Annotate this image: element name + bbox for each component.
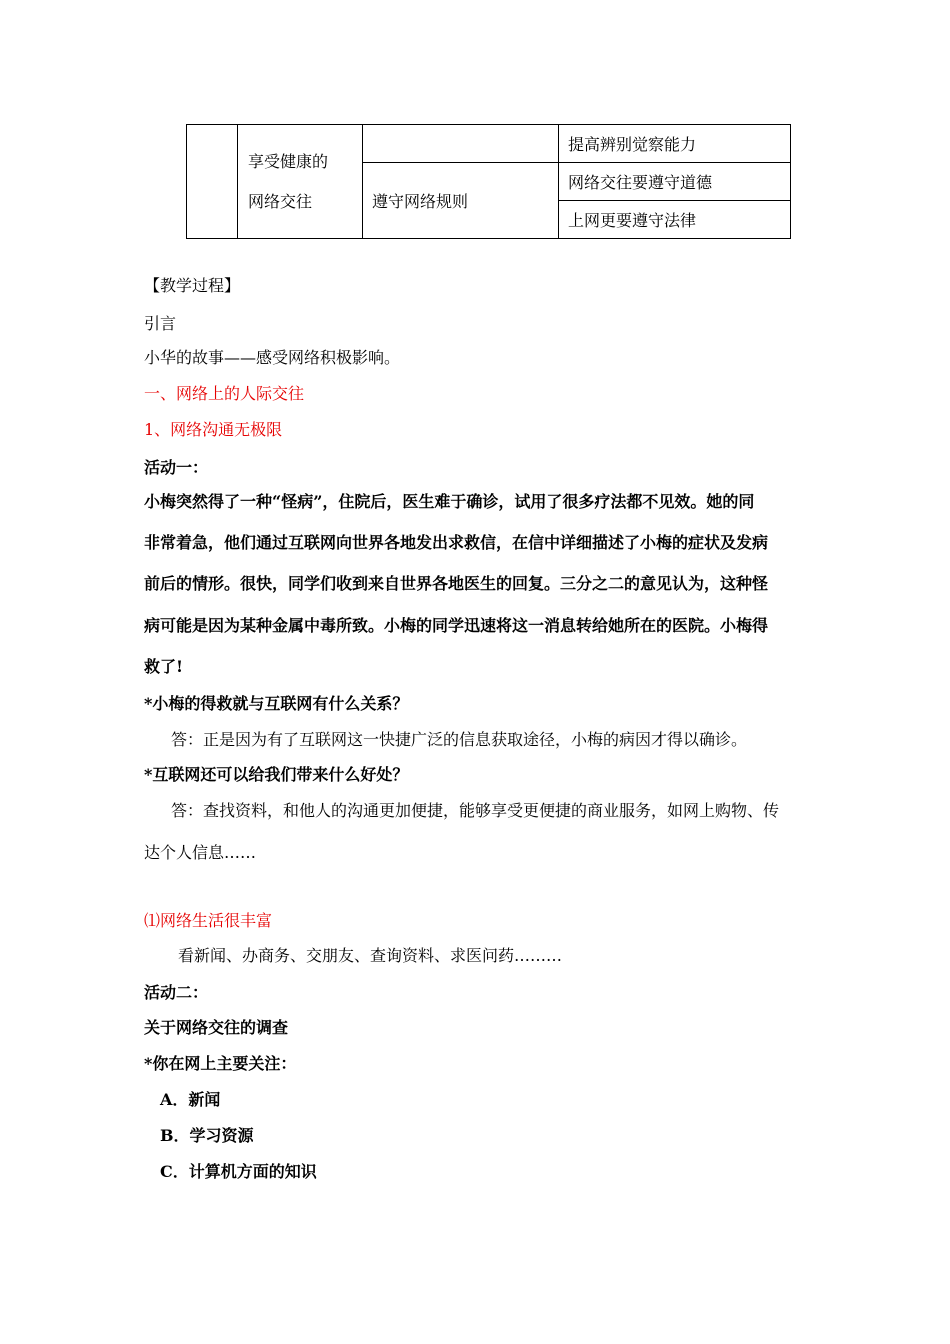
activity1-paragraph-line: 非常着急，他们通过互联网向世界各地发出求救信，在信中详细描述了小梅的症状及发病 <box>144 533 769 552</box>
activity1-paragraph-line: 小梅突然得了一种“怪病”，住院后，医生难于确诊，试用了很多疗法都不见效。她的同 <box>144 492 755 511</box>
point-heading: ⑴网络生活很丰富 <box>144 911 273 930</box>
answer-1: 答：正是因为有了互联网这一快捷广泛的信息获取途径，小梅的病因才得以确诊。 <box>171 730 748 749</box>
activity1-paragraph-line: 救了! <box>144 657 184 676</box>
survey-question: *你在网上主要关注： <box>144 1054 297 1073</box>
table-blank-cell <box>187 125 238 239</box>
table-item-cell: 提高辨别觉察能力 <box>559 125 791 163</box>
question-2: *互联网还可以给我们带来什么好处？ <box>144 765 409 784</box>
story-line: 小华的故事——感受网络积极影响。 <box>144 348 401 367</box>
outline-table <box>186 124 791 239</box>
table-topic-line: 享受健康的 <box>248 151 329 171</box>
answer-2-line: 达个人信息…… <box>144 843 257 862</box>
process-heading: 【教学过程】 <box>144 276 241 295</box>
activity1-paragraph-line: 前后的情形。很快，同学们收到来自世界各地医生的回复。三分之二的意见认为，这种怪 <box>144 574 769 593</box>
table-topic-line: 网络交往 <box>248 191 313 211</box>
survey-option: A．新闻 <box>160 1090 221 1109</box>
intro-label: 引言 <box>144 314 177 333</box>
survey-option: B．学习资源 <box>160 1126 254 1145</box>
survey-title: 关于网络交往的调查 <box>144 1018 289 1037</box>
subsection-heading: 1、网络沟通无极限 <box>144 420 283 439</box>
table-item-cell: 网络交往要遵守道德 <box>559 163 791 201</box>
activity2-label: 活动二： <box>144 983 209 1002</box>
point-text: 看新闻、办商务、交朋友、查询资料、求医问药……… <box>178 946 563 965</box>
activity1-label: 活动一： <box>144 458 209 477</box>
table-item-cell: 上网更要遵守法律 <box>559 201 791 239</box>
answer-2-line: 答：查找资料，和他人的沟通更加便捷，能够享受更便捷的商业服务，如网上购物、传 <box>171 801 780 820</box>
table-empty-cell <box>363 125 559 163</box>
section-heading: 一、网络上的人际交往 <box>144 384 305 403</box>
question-1: *小梅的得救就与互联网有什么关系？ <box>144 694 409 713</box>
table-topic-cell <box>238 125 363 239</box>
survey-option: C．计算机方面的知识 <box>160 1162 317 1181</box>
table-rule-cell: 遵守网络规则 <box>363 163 559 239</box>
activity1-paragraph-line: 病可能是因为某种金属中毒所致。小梅的同学迅速将这一消息转给她所在的医院。小梅得 <box>144 616 769 635</box>
